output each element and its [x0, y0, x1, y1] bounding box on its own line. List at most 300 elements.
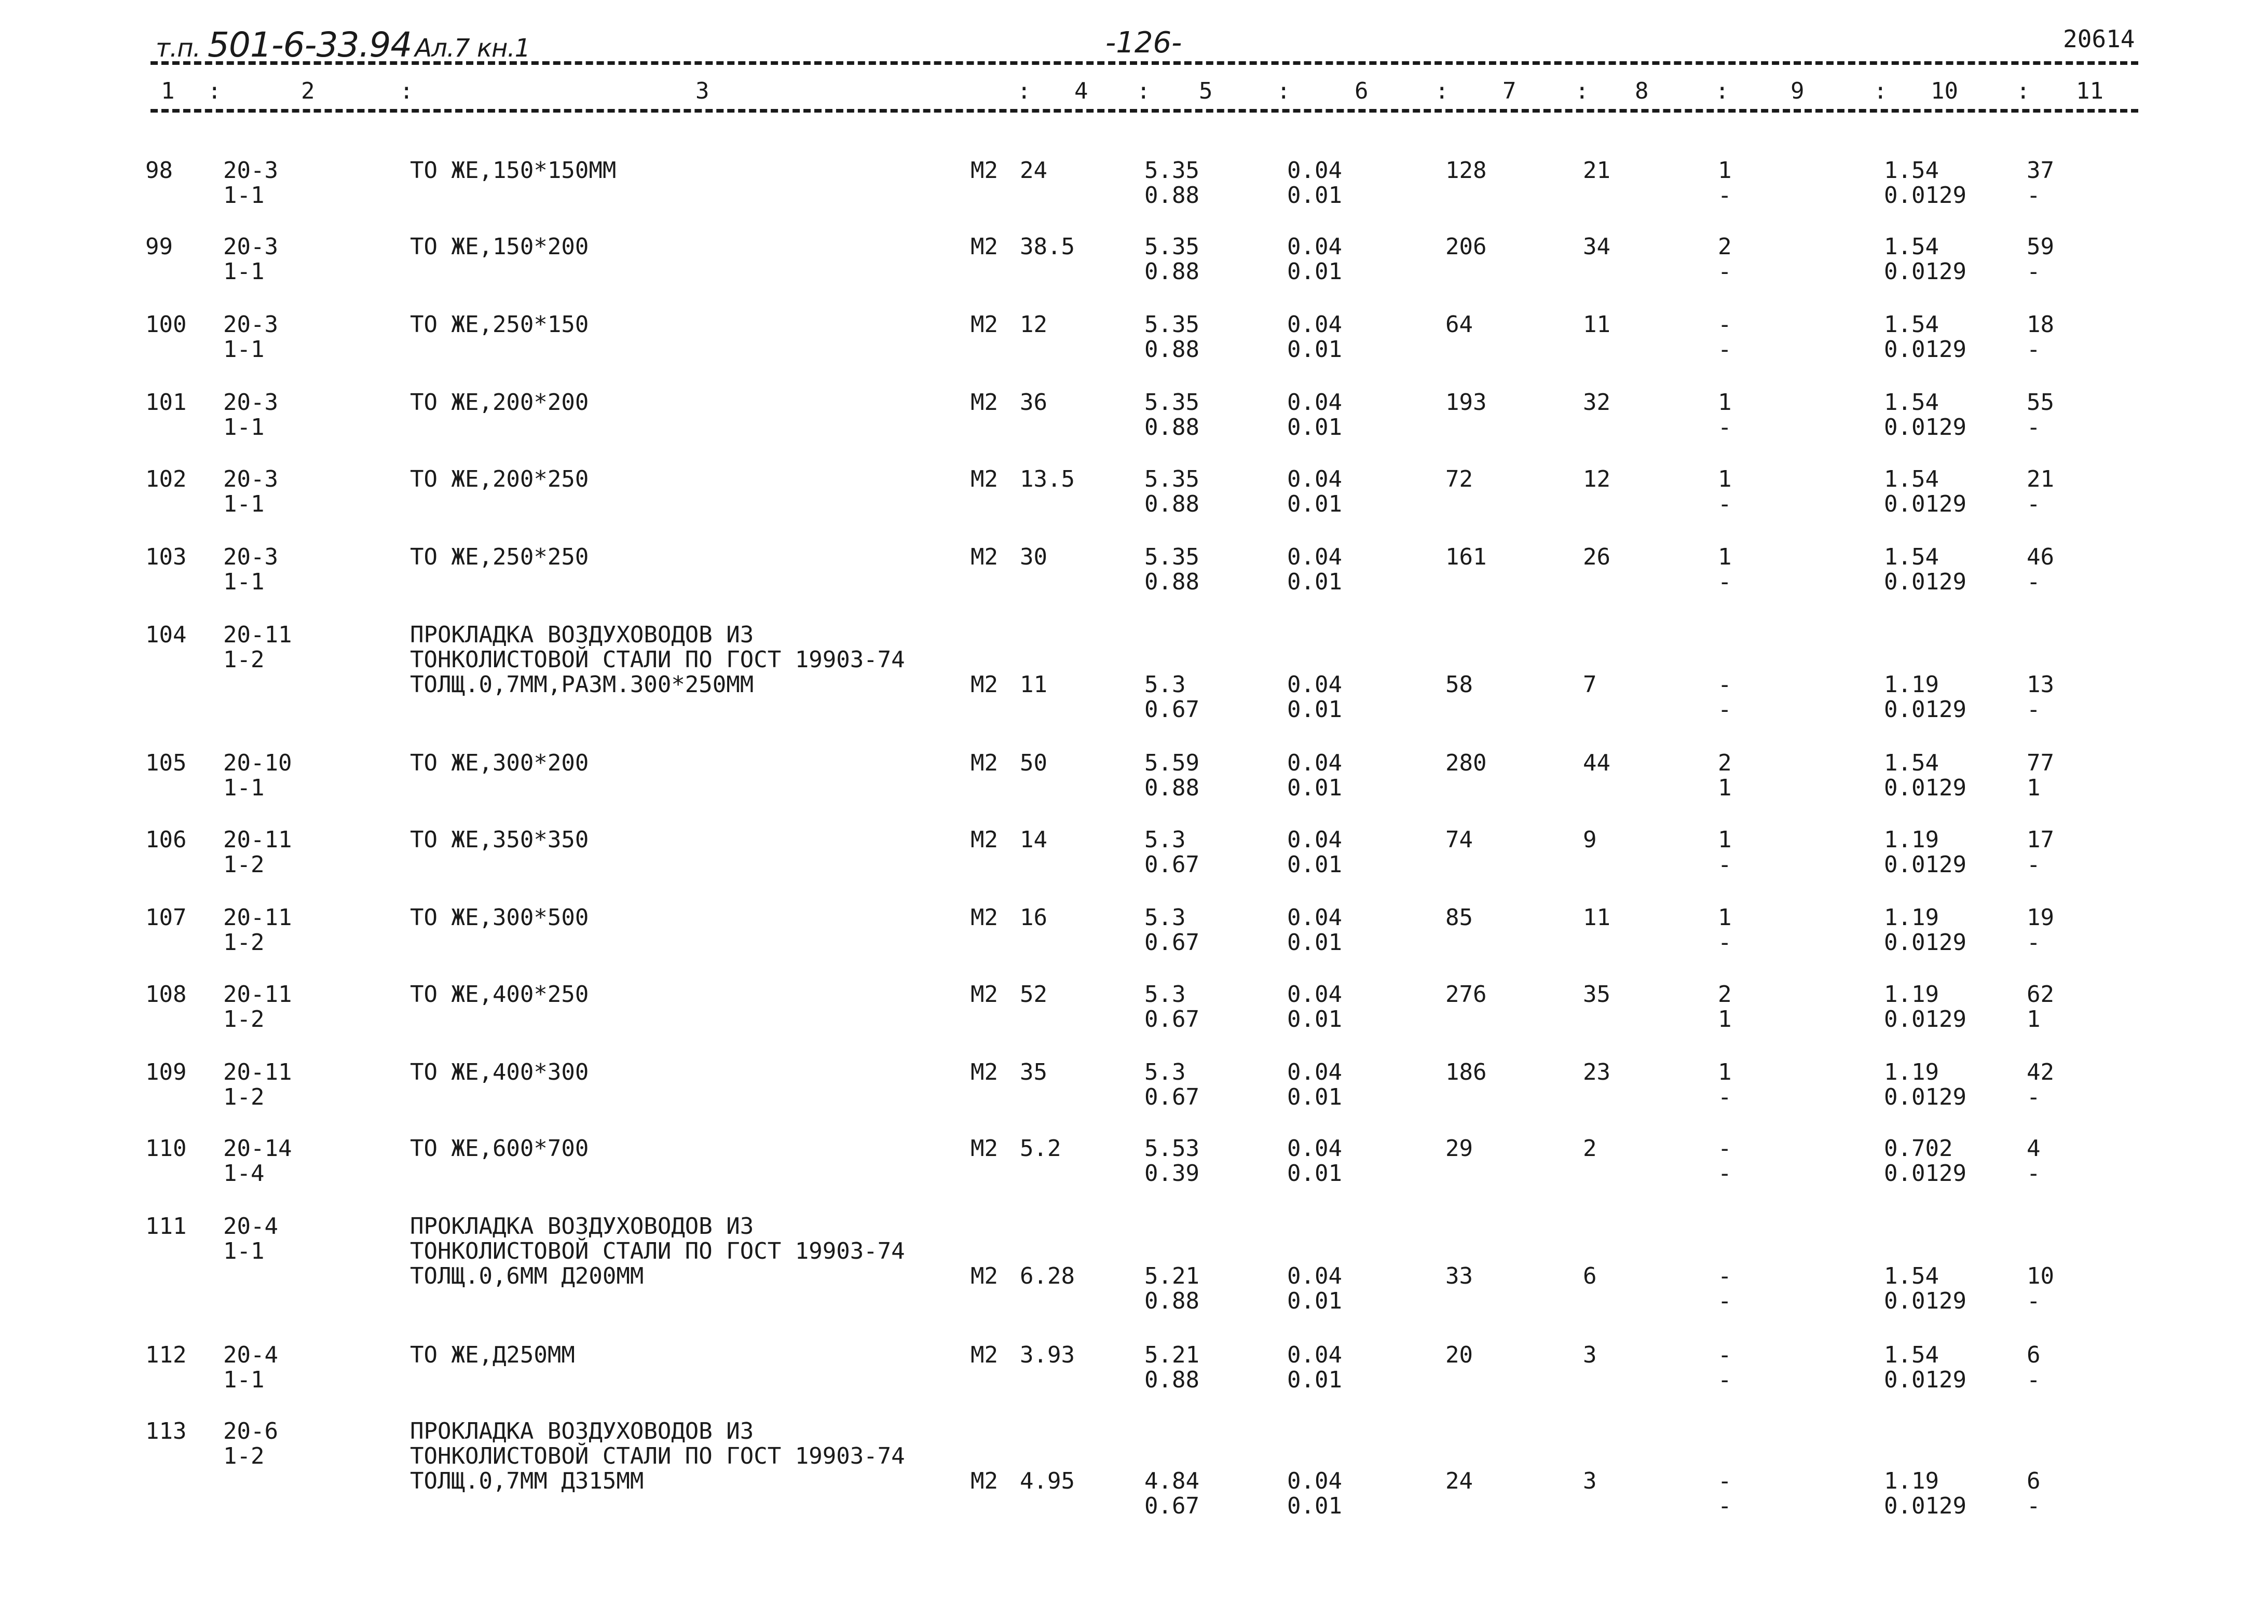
col-5-value — [1144, 982, 1199, 1032]
col-10-value — [1884, 1469, 1966, 1519]
unit: М2 — [971, 671, 998, 698]
col-8-value: 26 — [1583, 544, 1610, 570]
work-description-line: ТО ЖЕ,250*250 — [410, 544, 589, 570]
col-separator: : — [1715, 78, 1729, 104]
col-9-value-line: - — [1718, 696, 1732, 723]
col-5-value-line: 5.53 — [1144, 1135, 1199, 1162]
col-9-value — [1718, 905, 1732, 955]
col-11-value — [2027, 235, 2054, 284]
col-5-value-line: 0.67 — [1144, 1084, 1199, 1110]
col-header-6: 6 — [1355, 78, 1369, 104]
col-11-value-line: 10 — [2027, 1263, 2054, 1289]
row-number: 104 — [145, 622, 187, 648]
col-5-value — [1144, 1060, 1199, 1110]
col-10-value — [1884, 828, 1966, 877]
col-header-8: 8 — [1635, 78, 1649, 104]
col-11-value-line: 17 — [2027, 827, 2054, 853]
col-separator: : — [400, 78, 414, 104]
col-7-value: 29 — [1445, 1135, 1473, 1162]
col-9-value — [1718, 545, 1732, 595]
col-6-value-line: 0.01 — [1287, 182, 1342, 209]
col-9-value — [1718, 235, 1732, 284]
rate-code-line: 20-10 — [223, 750, 292, 776]
col-5-value-line: 5.3 — [1144, 981, 1186, 1008]
rate-code — [223, 751, 292, 801]
col-6-value-line: 0.04 — [1287, 827, 1342, 853]
col-9-value — [1718, 467, 1732, 517]
col-11-value-line: - — [2027, 929, 2041, 956]
col-6-value-line: 0.01 — [1287, 258, 1342, 285]
col-separator: : — [208, 78, 222, 104]
col-10-value-line: 0.0129 — [1884, 1006, 1966, 1033]
col-9-value-line: 1 — [1718, 466, 1732, 492]
col-10-value — [1884, 672, 1966, 722]
col-9-value-line: - — [1718, 1367, 1732, 1393]
work-description — [410, 1419, 905, 1494]
quantity: 13.5 — [1020, 466, 1075, 492]
work-description-line: ТО ЖЕ,350*350 — [410, 827, 589, 853]
work-description-line: ПРОКЛАДКА ВОЗДУХОВОДОВ ИЗ — [410, 622, 754, 648]
row-number: 98 — [145, 157, 173, 184]
rate-code — [223, 982, 292, 1032]
col-9-value-line: 1 — [1718, 1059, 1732, 1085]
col-9-value-line: - — [1718, 1342, 1732, 1368]
quantity: 12 — [1020, 311, 1047, 338]
col-10-value-line: 0.0129 — [1884, 929, 1966, 956]
col-9-value-line: 2 — [1718, 981, 1732, 1008]
col-11-value — [2027, 158, 2054, 208]
col-5-value-line: 0.88 — [1144, 1288, 1199, 1314]
col-11-value-line: - — [2027, 1493, 2041, 1519]
rate-code-line: 20-3 — [223, 544, 278, 570]
col-9-value-line: - — [1718, 1160, 1732, 1187]
col-10-value — [1884, 235, 1966, 284]
row-number: 105 — [145, 750, 187, 776]
quantity: 5.2 — [1020, 1135, 1061, 1162]
rate-code-line: 20-11 — [223, 904, 292, 931]
unit: М2 — [971, 389, 998, 416]
col-5-value-line: 0.88 — [1144, 336, 1199, 363]
rate-code-line: 20-11 — [223, 1059, 292, 1085]
col-11-value — [2027, 751, 2054, 801]
rate-code — [223, 467, 278, 517]
col-separator: : — [1874, 78, 1888, 104]
work-description — [410, 235, 589, 259]
col-11-value — [2027, 982, 2054, 1032]
rate-code-line: 20-6 — [223, 1418, 278, 1444]
col-10-value-line: 1.19 — [1884, 1468, 1939, 1494]
rate-code — [223, 905, 292, 955]
col-6-value-line: 0.04 — [1287, 981, 1342, 1008]
col-9-value — [1718, 158, 1732, 208]
col-7-value: 20 — [1445, 1342, 1473, 1368]
rate-code-line: 20-3 — [223, 389, 278, 416]
rate-code-line: 1-2 — [223, 851, 265, 878]
row-number: 100 — [145, 311, 187, 338]
col-6-value — [1287, 312, 1342, 362]
col-header-2: 2 — [301, 78, 315, 104]
col-10-value-line: 0.0129 — [1884, 569, 1966, 595]
work-description-line: ТО ЖЕ,400*300 — [410, 1059, 589, 1085]
col-8-value: 32 — [1583, 389, 1610, 416]
col-5-value-line: 5.3 — [1144, 827, 1186, 853]
quantity: 14 — [1020, 827, 1047, 853]
col-11-value — [2027, 467, 2054, 517]
col-8-value: 9 — [1583, 827, 1597, 853]
col-11-value-line: 21 — [2027, 466, 2054, 492]
col-5-value-line: 5.35 — [1144, 389, 1199, 416]
col-10-value-line: 1.54 — [1884, 544, 1939, 570]
rate-code — [223, 1343, 278, 1393]
col-7-value: 193 — [1445, 389, 1487, 416]
rate-code-line: 1-1 — [223, 182, 265, 209]
col-11-value — [2027, 672, 2054, 722]
work-description — [410, 467, 589, 492]
work-description — [410, 1136, 589, 1161]
col-5-value-line: 5.35 — [1144, 157, 1199, 184]
col-6-value-line: 0.01 — [1287, 696, 1342, 723]
row-number: 113 — [145, 1418, 187, 1444]
rate-code-line: 1-1 — [223, 491, 265, 517]
col-9-value-line: - — [1718, 182, 1732, 209]
work-description-line: ТО ЖЕ,Д250ММ — [410, 1342, 575, 1368]
col-10-value-line: 1.54 — [1884, 311, 1939, 338]
col-10-value — [1884, 390, 1966, 440]
col-10-value — [1884, 1343, 1966, 1393]
work-description — [410, 623, 905, 697]
col-9-value-line: - — [1718, 336, 1732, 363]
col-6-value-line: 0.01 — [1287, 414, 1342, 441]
col-5-value-line: 0.88 — [1144, 182, 1199, 209]
col-7-value: 161 — [1445, 544, 1487, 570]
col-10-value-line: 0.0129 — [1884, 775, 1966, 801]
col-5-value-line: 5.35 — [1144, 311, 1199, 338]
col-9-value-line: - — [1718, 1468, 1732, 1494]
col-11-value — [2027, 1469, 2041, 1519]
work-description-line: ТО ЖЕ,300*500 — [410, 904, 589, 931]
row-number: 103 — [145, 544, 187, 570]
rate-code-line: 1-1 — [223, 336, 265, 363]
rate-code-line: 20-11 — [223, 622, 292, 648]
rate-code — [223, 1214, 278, 1264]
work-description-line: ТО ЖЕ,600*700 — [410, 1135, 589, 1162]
quantity: 30 — [1020, 544, 1047, 570]
unit: М2 — [971, 827, 998, 853]
col-6-value — [1287, 1469, 1342, 1519]
col-9-value-line: - — [1718, 929, 1732, 956]
row-number: 112 — [145, 1342, 187, 1368]
col-10-value — [1884, 158, 1966, 208]
col-8-value: 44 — [1583, 750, 1610, 776]
col-separator: : — [1575, 78, 1589, 104]
col-10-value — [1884, 467, 1966, 517]
col-6-value — [1287, 672, 1342, 722]
col-9-value-line: - — [1718, 258, 1732, 285]
doc-prefix: т.п. — [156, 34, 200, 63]
col-9-value-line: - — [1718, 671, 1732, 698]
col-10-value-line: 0.0129 — [1884, 1288, 1966, 1314]
col-9-value-line: 2 — [1718, 750, 1732, 776]
col-6-value-line: 0.01 — [1287, 851, 1342, 878]
col-5-value — [1144, 1469, 1199, 1519]
quantity: 4.95 — [1020, 1468, 1075, 1494]
work-description — [410, 828, 589, 852]
col-10-value-line: 0.702 — [1884, 1135, 1953, 1162]
col-5-value-line: 5.35 — [1144, 466, 1199, 492]
col-9-value-line: - — [1718, 311, 1732, 338]
col-10-value-line: 0.0129 — [1884, 182, 1966, 209]
col-7-value: 128 — [1445, 157, 1487, 184]
row-number: 109 — [145, 1059, 187, 1085]
col-10-value-line: 0.0129 — [1884, 1160, 1966, 1187]
col-5-value — [1144, 1343, 1199, 1393]
col-9-value-line: 1 — [1718, 904, 1732, 931]
col-5-value — [1144, 905, 1199, 955]
unit: М2 — [971, 233, 998, 260]
col-6-value — [1287, 982, 1342, 1032]
col-11-value-line: 55 — [2027, 389, 2054, 416]
col-9-value — [1718, 1469, 1732, 1519]
col-7-value: 33 — [1445, 1263, 1473, 1289]
col-9-value — [1718, 1060, 1732, 1110]
col-5-value-line: 5.3 — [1144, 1059, 1186, 1085]
col-9-value-line: - — [1718, 1288, 1732, 1314]
col-11-value-line: - — [2027, 1367, 2041, 1393]
col-6-value-line: 0.04 — [1287, 1468, 1342, 1494]
col-5-value — [1144, 1264, 1199, 1314]
unit: М2 — [971, 981, 998, 1008]
col-6-value-line: 0.04 — [1287, 1135, 1342, 1162]
rate-code-line: 1-4 — [223, 1160, 265, 1187]
col-10-value — [1884, 1136, 1966, 1186]
col-9-value-line: 1 — [1718, 544, 1732, 570]
col-5-value-line: 0.67 — [1144, 696, 1199, 723]
col-8-value: 2 — [1583, 1135, 1597, 1162]
col-5-value-line: 0.88 — [1144, 1367, 1199, 1393]
col-10-value-line: 0.0129 — [1884, 336, 1966, 363]
col-6-value-line: 0.04 — [1287, 233, 1342, 260]
col-8-value: 11 — [1583, 311, 1610, 338]
col-5-value — [1144, 467, 1199, 517]
quantity: 24 — [1020, 157, 1047, 184]
col-11-value-line: - — [2027, 569, 2041, 595]
unit: М2 — [971, 1263, 998, 1289]
quantity: 38.5 — [1020, 233, 1075, 260]
col-5-value-line: 5.35 — [1144, 233, 1199, 260]
col-11-value-line: - — [2027, 1288, 2041, 1314]
col-5-value-line: 5.59 — [1144, 750, 1199, 776]
work-description-line: ТОЛЩ.0,6ММ Д200ММ — [410, 1263, 644, 1289]
col-10-value-line: 1.54 — [1884, 466, 1939, 492]
rate-code-line: 1-1 — [223, 1238, 265, 1264]
col-11-value-line: - — [2027, 336, 2041, 363]
col-10-value-line: 1.54 — [1884, 1263, 1939, 1289]
rate-code-line: 20-4 — [223, 1213, 278, 1240]
col-11-value-line: 18 — [2027, 311, 2054, 338]
col-5-value-line: 0.88 — [1144, 414, 1199, 441]
col-8-value: 23 — [1583, 1059, 1610, 1085]
work-description-line: ТОЛЩ.0,7ММ,РАЗМ.300*250ММ — [410, 671, 754, 698]
col-11-value — [2027, 1264, 2054, 1314]
row-number: 111 — [145, 1213, 187, 1240]
col-9-value-line: - — [1718, 1493, 1732, 1519]
col-6-value-line: 0.01 — [1287, 1160, 1342, 1187]
col-5-value — [1144, 751, 1199, 801]
col-11-value-line: 62 — [2027, 981, 2054, 1008]
col-10-value-line: 1.19 — [1884, 827, 1939, 853]
col-5-value-line: 0.88 — [1144, 569, 1199, 595]
col-6-value-line: 0.04 — [1287, 671, 1342, 698]
col-6-value-line: 0.04 — [1287, 544, 1342, 570]
quantity: 11 — [1020, 671, 1047, 698]
rate-code-line: 20-3 — [223, 466, 278, 492]
rate-code — [223, 545, 278, 595]
col-5-value-line: 5.35 — [1144, 544, 1199, 570]
col-5-value-line: 5.21 — [1144, 1342, 1199, 1368]
col-11-value-line: - — [2027, 1160, 2041, 1187]
col-8-value: 3 — [1583, 1468, 1597, 1494]
row-number: 99 — [145, 233, 173, 260]
col-6-value-line: 0.01 — [1287, 336, 1342, 363]
rate-code — [223, 312, 278, 362]
col-6-value-line: 0.01 — [1287, 1367, 1342, 1393]
col-11-value-line: 6 — [2027, 1342, 2041, 1368]
row-number: 108 — [145, 981, 187, 1008]
col-10-value-line: 1.54 — [1884, 233, 1939, 260]
col-6-value — [1287, 905, 1342, 955]
col-header-1: 1 — [161, 78, 175, 104]
col-10-value-line: 1.54 — [1884, 1342, 1939, 1368]
row-number: 101 — [145, 389, 187, 416]
work-description-line: ТО ЖЕ,200*250 — [410, 466, 589, 492]
col-10-value-line: 0.0129 — [1884, 1493, 1966, 1519]
col-5-value-line: 0.67 — [1144, 1493, 1199, 1519]
col-header-10: 10 — [1931, 78, 1958, 104]
col-8-value: 21 — [1583, 157, 1610, 184]
col-11-value — [2027, 905, 2054, 955]
unit: М2 — [971, 1468, 998, 1494]
work-description-line: ТО ЖЕ,400*250 — [410, 981, 589, 1008]
row-number: 102 — [145, 466, 187, 492]
col-10-value-line: 1.54 — [1884, 157, 1939, 184]
col-5-value — [1144, 828, 1199, 877]
col-11-value — [2027, 1060, 2054, 1110]
quantity: 35 — [1020, 1059, 1047, 1085]
col-5-value-line: 5.3 — [1144, 671, 1186, 698]
col-6-value-line: 0.01 — [1287, 1006, 1342, 1033]
col-header-7: 7 — [1502, 78, 1516, 104]
rate-code-line: 1-1 — [223, 1367, 265, 1393]
rate-code — [223, 1060, 292, 1110]
rate-code-line: 20-4 — [223, 1342, 278, 1368]
col-5-value-line: 5.21 — [1144, 1263, 1199, 1289]
col-9-value-line: - — [1718, 1135, 1732, 1162]
col-11-value-line: 19 — [2027, 904, 2054, 931]
col-7-value: 186 — [1445, 1059, 1487, 1085]
rate-code-line: 1-1 — [223, 258, 265, 285]
col-6-value-line: 0.04 — [1287, 466, 1342, 492]
col-9-value — [1718, 1343, 1732, 1393]
rate-code — [223, 390, 278, 440]
col-10-value — [1884, 545, 1966, 595]
col-10-value-line: 0.0129 — [1884, 1084, 1966, 1110]
doc-code-main: 501-6-33.94 — [207, 25, 412, 65]
work-description — [410, 158, 616, 183]
col-7-value: 72 — [1445, 466, 1473, 492]
col-10-value-line: 0.0129 — [1884, 696, 1966, 723]
col-8-value: 7 — [1583, 671, 1597, 698]
col-11-value-line: 37 — [2027, 157, 2054, 184]
unit: М2 — [971, 1342, 998, 1368]
col-6-value-line: 0.01 — [1287, 929, 1342, 956]
col-6-value-line: 0.01 — [1287, 1288, 1342, 1314]
col-10-value — [1884, 751, 1966, 801]
work-description-line: ТО ЖЕ,250*150 — [410, 311, 589, 338]
col-5-value — [1144, 158, 1199, 208]
unit: М2 — [971, 750, 998, 776]
unit: М2 — [971, 466, 998, 492]
col-9-value-line: 1 — [1718, 775, 1732, 801]
col-11-value-line: - — [2027, 258, 2041, 285]
quantity: 3.93 — [1020, 1342, 1075, 1368]
col-11-value — [2027, 312, 2054, 362]
col-9-value-line: 1 — [1718, 827, 1732, 853]
col-6-value — [1287, 545, 1342, 595]
rate-code — [223, 1419, 278, 1469]
col-6-value-line: 0.04 — [1287, 1342, 1342, 1368]
work-description-line: ТО ЖЕ,150*200 — [410, 233, 589, 260]
rate-code-line: 20-11 — [223, 827, 292, 853]
col-separator: : — [1137, 78, 1151, 104]
col-8-value: 3 — [1583, 1342, 1597, 1368]
col-9-value-line: 1 — [1718, 389, 1732, 416]
col-11-value-line: 6 — [2027, 1468, 2041, 1494]
col-10-value-line: 1.19 — [1884, 904, 1939, 931]
col-8-value: 6 — [1583, 1263, 1597, 1289]
col-9-value-line: 1 — [1718, 1006, 1732, 1033]
rate-code — [223, 158, 278, 208]
work-description — [410, 1060, 589, 1085]
col-10-value-line: 0.0129 — [1884, 414, 1966, 441]
col-7-value: 24 — [1445, 1468, 1473, 1494]
col-separator: : — [1017, 78, 1031, 104]
col-6-value-line: 0.04 — [1287, 904, 1342, 931]
col-11-value-line: 42 — [2027, 1059, 2054, 1085]
col-10-value-line: 1.54 — [1884, 389, 1939, 416]
col-11-value — [2027, 545, 2054, 595]
work-description — [410, 1214, 905, 1289]
col-10-value — [1884, 312, 1966, 362]
col-8-value: 11 — [1583, 904, 1610, 931]
col-10-value — [1884, 905, 1966, 955]
col-6-value-line: 0.01 — [1287, 1493, 1342, 1519]
col-6-value — [1287, 1264, 1342, 1314]
row-number: 106 — [145, 827, 187, 853]
col-5-value-line: 0.39 — [1144, 1160, 1199, 1187]
col-header-11: 11 — [2076, 78, 2103, 104]
col-5-value — [1144, 1136, 1199, 1186]
col-5-value-line: 0.67 — [1144, 1006, 1199, 1033]
col-11-value-line: 1 — [2027, 775, 2041, 801]
col-6-value — [1287, 1060, 1342, 1110]
col-6-value — [1287, 390, 1342, 440]
col-9-value-line: - — [1718, 414, 1732, 441]
col-11-value-line: 4 — [2027, 1135, 2041, 1162]
col-7-value: 58 — [1445, 671, 1473, 698]
col-6-value-line: 0.01 — [1287, 569, 1342, 595]
col-9-value-line: - — [1718, 1263, 1732, 1289]
col-9-value-line: - — [1718, 569, 1732, 595]
